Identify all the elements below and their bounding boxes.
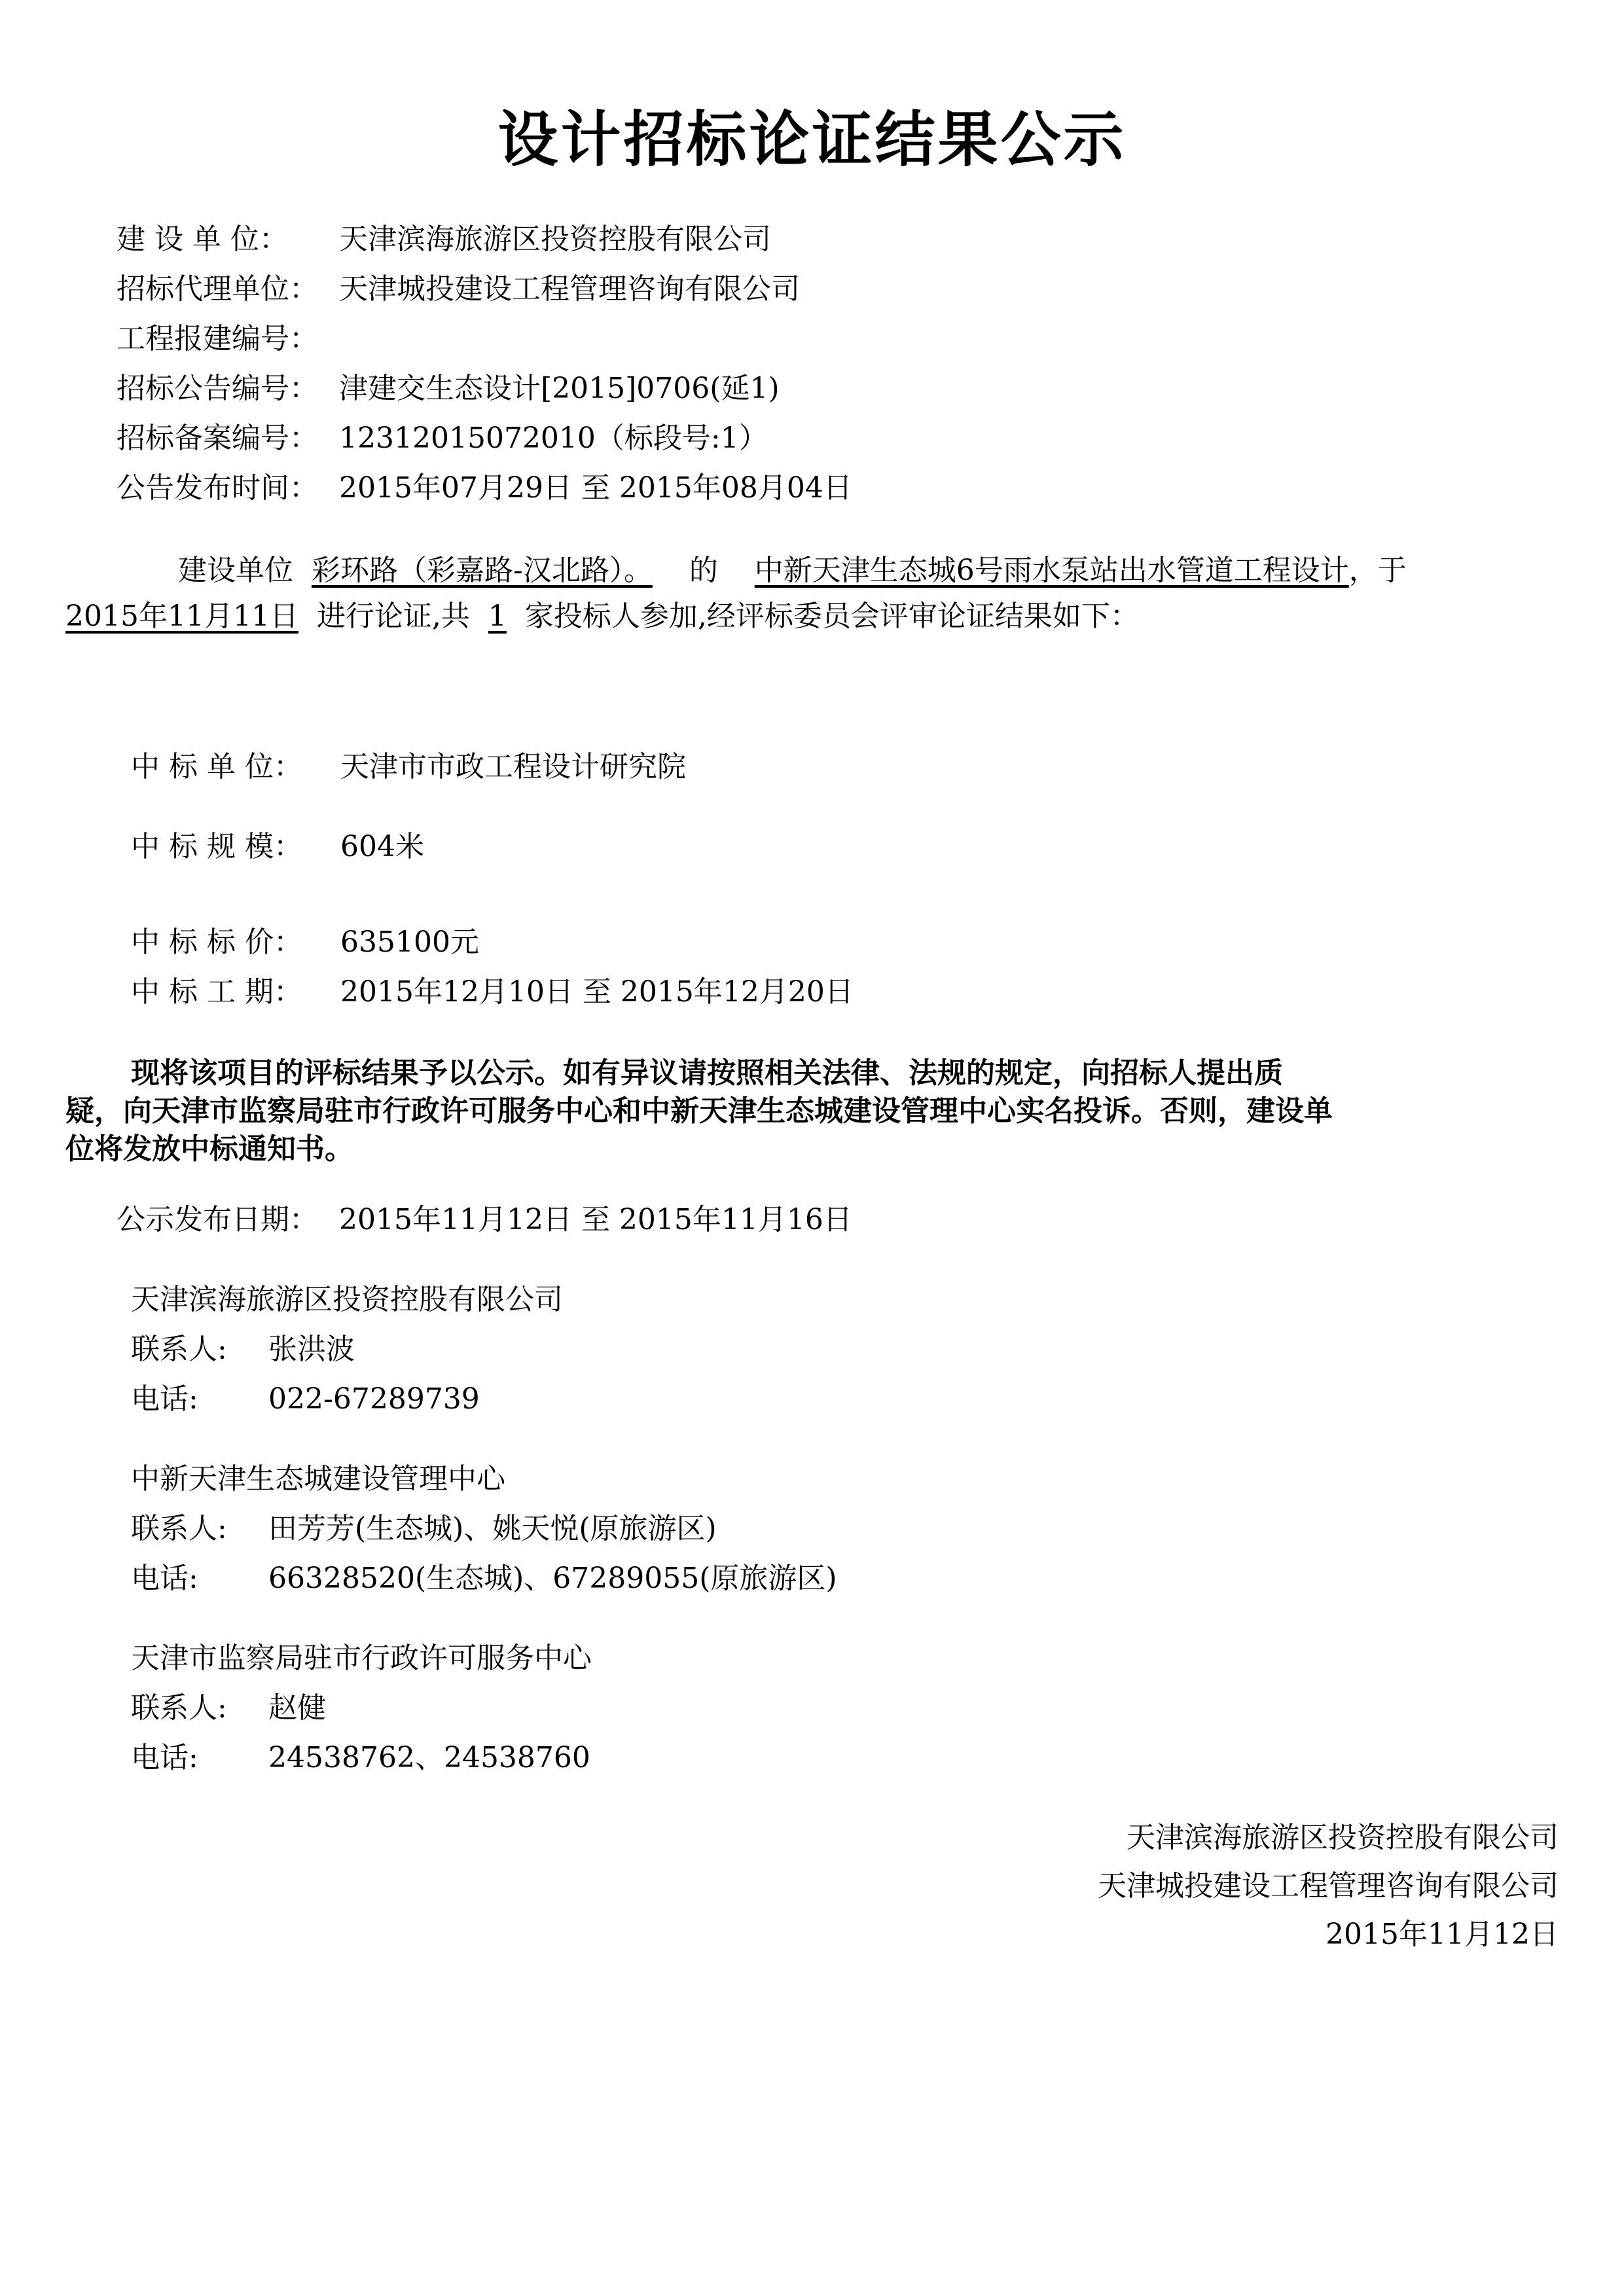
info-label: 工程报建编号：: [117, 322, 318, 355]
intro-count: 1: [488, 600, 507, 633]
signature-org-2: 天津城投建设工程管理咨询有限公司: [1098, 1869, 1559, 1903]
contact-person-label: 联系人:: [131, 1691, 227, 1725]
result-value: 604米: [340, 830, 424, 863]
info-value: 2015年07月29日 至 2015年08月04日: [339, 471, 852, 505]
contact-person-row: [131, 1331, 355, 1368]
result-label: 中 标 工 期：: [131, 975, 302, 1009]
contact-person: 田芳芳(生态城)、姚天悦(原旅游区): [268, 1512, 717, 1545]
intro-text2: 家投标人参加,经评标委员会评审论证结果如下：: [524, 600, 1139, 633]
result-value: 2015年12月10日 至 2015年12月20日: [340, 975, 854, 1009]
contact-phone-label: 电话:: [131, 1562, 198, 1595]
signature-org-1: 天津滨海旅游区投资控股有限公司: [1127, 1821, 1559, 1854]
intro-line-1: [178, 552, 1407, 589]
result-label: 中 标 标 价：: [131, 925, 302, 959]
intro-mid: 的: [689, 554, 718, 587]
result-row-winner: [131, 749, 686, 785]
contact-phone: 24538762、24538760: [268, 1741, 590, 1774]
result-row-scale: [131, 829, 424, 865]
intro-date: 2015年11月11日: [65, 600, 298, 633]
result-value: 天津市市政工程设计研究院: [340, 750, 686, 783]
info-value: 12312015072010（标段号:1）: [339, 422, 768, 455]
info-row-filing-no: [117, 420, 768, 457]
contact-org: 中新天津生态城建设管理中心: [131, 1462, 505, 1496]
contact-person-label: 联系人:: [131, 1512, 227, 1545]
contact-phone: 66328520(生态城)、67289055(原旅游区): [268, 1562, 837, 1595]
intro-unit: 彩环路（彩嘉路-汉北路）。: [311, 554, 653, 587]
contact-person: 赵健: [268, 1691, 326, 1725]
info-label: 招标公告编号：: [117, 372, 318, 405]
info-value: 天津滨海旅游区投资控股有限公司: [339, 223, 771, 256]
contact-person-row: [131, 1511, 717, 1547]
intro-prefix: 建设单位: [178, 554, 293, 587]
contact-phone-label: 电话:: [131, 1382, 198, 1416]
contact-phone-row: [131, 1560, 837, 1597]
notice-line-2: 疑，向天津市监察局驻市行政许可服务中心和中新天津生态城建设管理中心实名投诉。否则，建设单: [65, 1094, 1333, 1128]
contact-person-row: [131, 1690, 326, 1727]
contact-org: 天津滨海旅游区投资控股有限公司: [131, 1283, 563, 1316]
result-value: 635100元: [340, 925, 479, 959]
intro-project: 中新天津生态城6号雨水泵站出水管道工程设计: [754, 554, 1349, 587]
info-label: 招标代理单位：: [117, 272, 318, 306]
signature-date: 2015年11月12日: [1326, 1918, 1559, 1951]
notice-line-1: 现将该项目的评标结果予以公示。如有异议请按照相关法律、法规的规定，向招标人提出质: [131, 1056, 1283, 1090]
intro-text1: 进行论证,共: [316, 600, 470, 633]
result-label: 中 标 规 模：: [131, 830, 302, 863]
intro-line-2: [65, 598, 1139, 635]
info-row-builder: [117, 221, 771, 258]
info-value: 津建交生态设计[2015]0706(延1): [339, 372, 780, 405]
result-row-period: [131, 974, 854, 1011]
intro-yu: ，于: [1348, 554, 1407, 587]
result-label: 中 标 单 位：: [131, 750, 302, 783]
publish-date-row: [117, 1202, 852, 1238]
info-value: 天津城投建设工程管理咨询有限公司: [339, 272, 800, 306]
info-row-registration: [117, 321, 339, 357]
contact-phone-row: [131, 1740, 590, 1776]
info-row-announcement-no: [117, 370, 780, 407]
info-label: 公告发布时间：: [117, 471, 318, 505]
result-row-price: [131, 924, 479, 961]
info-row-publish-time: [117, 470, 852, 507]
contact-person-label: 联系人:: [131, 1333, 227, 1366]
notice-line-3: 位将发放中标通知书。: [65, 1132, 353, 1166]
page-title: 设计招标论证结果公示: [497, 105, 1127, 175]
info-label: 建 设 单 位：: [117, 223, 288, 256]
info-row-agent: [117, 271, 800, 308]
contact-phone: 022-67289739: [268, 1382, 480, 1416]
contact-org: 天津市监察局驻市行政许可服务中心: [131, 1641, 592, 1675]
publish-label: 公示发布日期：: [117, 1203, 318, 1236]
contact-phone-label: 电话:: [131, 1741, 198, 1774]
publish-value: 2015年11月12日 至 2015年11月16日: [339, 1203, 852, 1236]
info-label: 招标备案编号：: [117, 422, 318, 455]
contact-person: 张洪波: [268, 1333, 355, 1366]
contact-phone-row: [131, 1381, 480, 1418]
